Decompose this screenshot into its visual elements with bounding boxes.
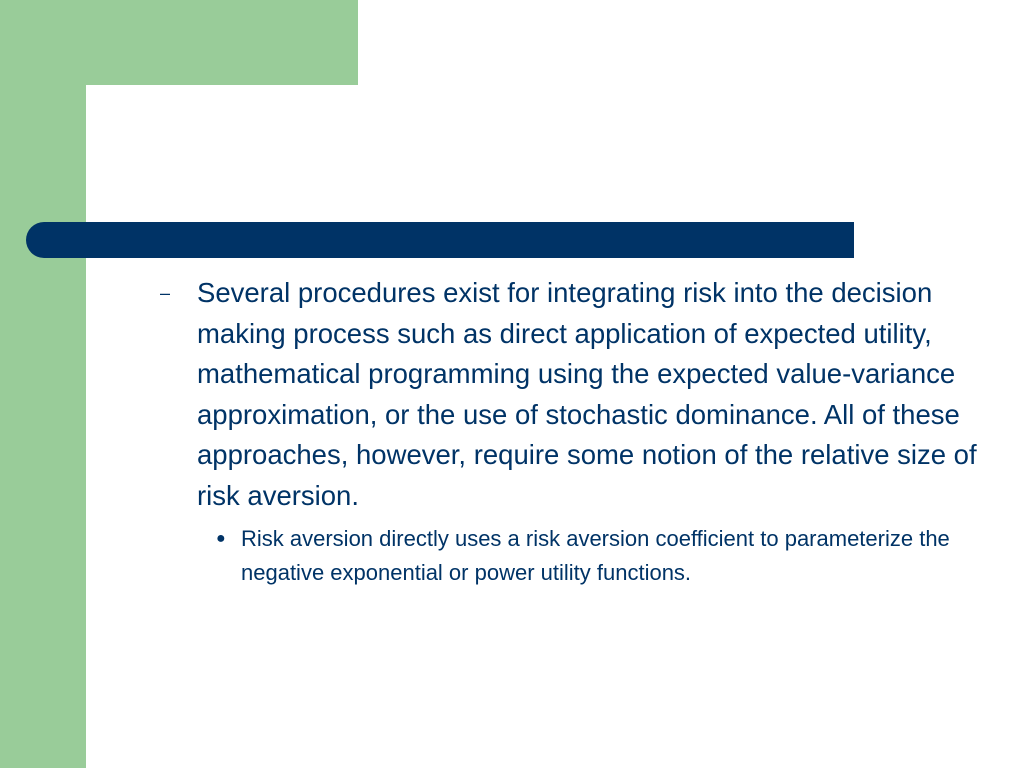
slide-body <box>160 273 1000 590</box>
left-accent-strip <box>0 0 86 768</box>
bullet-level-1 <box>160 273 1000 516</box>
bullet-text: Several procedures exist for integrating risk into the decision making process such as direct application of expected utility, mathematical programming using the expected value-variance approximation, or the use of stochastic dominance. All of these approaches, however, require some notion of the relative size of risk aversion. <box>197 277 977 511</box>
top-accent-block <box>0 0 358 85</box>
dash-marker: – <box>160 283 171 303</box>
title-bar <box>26 222 854 258</box>
bullet-dot-icon: ● <box>216 530 226 547</box>
bullet-level-2 <box>160 522 971 590</box>
sub-bullet-text: Risk aversion directly uses a risk aversion coefficient to parameterize the negative exponential or power utility functions. <box>241 526 950 585</box>
content-area-corner <box>86 85 146 145</box>
